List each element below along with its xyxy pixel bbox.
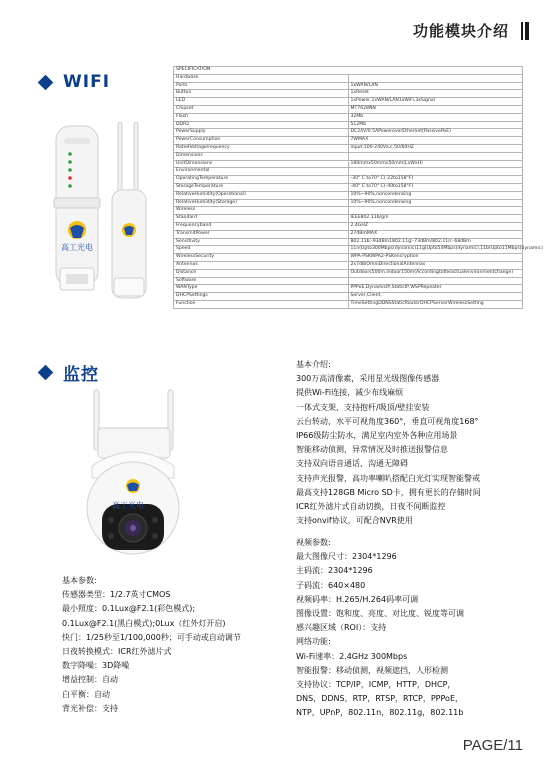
table-row	[174, 82, 523, 90]
spec-key: Flash	[174, 113, 349, 121]
monitor-section-label: 监控	[63, 365, 99, 385]
text-line: 感兴趣区域（ROI）：支持	[296, 623, 387, 633]
table-row	[174, 176, 523, 184]
text-line: 日夜转换模式：ICR红外滤片式	[62, 647, 172, 657]
table-row	[174, 191, 523, 199]
intro-text-block	[296, 358, 481, 528]
spec-value: 7WMAX	[348, 137, 523, 145]
spec-value: 10%~90%,noncondensing	[348, 199, 523, 207]
text-line: 最高支持128GB Micro SD卡，拥有更长的存储时间	[296, 487, 481, 497]
text-line: 支持双向语音通话，沟通无障碍	[296, 459, 408, 469]
header-accent-bar-thin	[521, 22, 523, 40]
spec-value: TimeSettingDDNSStaticRouterDHCPServerWirelessSetting	[348, 300, 523, 308]
text-line: 视频参数:	[296, 538, 331, 547]
wifi-device-brand-text: 高工光电	[61, 243, 93, 252]
spec-key: Hardware	[174, 74, 349, 82]
text-line: ICR红外滤片式自动切换，日夜不间断监控	[296, 502, 446, 512]
spec-key: OperatingTemperature	[174, 176, 349, 184]
page-header-title: 功能模块介绍	[412, 22, 509, 40]
text-line: 一体式支架，支持抱杆/吸顶/壁挂安装	[296, 402, 430, 412]
spec-value: 802.11b:-93dBm1802.11g:-73dBm/802.11n:-68dBm	[348, 238, 523, 246]
camera-brand-text: 高工光电	[112, 501, 144, 510]
table-row	[174, 113, 523, 121]
spec-key: Chipset	[174, 105, 349, 113]
header-accent-bar	[525, 22, 529, 40]
text-line: 最小照度：0.1Lux@F2.1(彩色模式);	[62, 604, 196, 614]
spec-value: input:100-240Va.c.50/60HZ	[348, 144, 523, 152]
spec-key: TransmitPower	[174, 230, 349, 238]
text-line: 0.1Lux@F2.1(黑白模式);0Lux（红外灯开启)	[62, 618, 226, 628]
spec-value: 10%~90%,noncondensing	[348, 191, 523, 199]
table-row	[174, 168, 523, 176]
spec-key: DDR2	[174, 121, 349, 129]
spec-table-title: SPECIFICATION	[174, 67, 523, 75]
text-line: 图像设置：饱和度、亮度、对比度、锐度等可调	[296, 609, 464, 619]
spec-key: Distance	[174, 269, 349, 277]
table-row	[174, 277, 523, 285]
diamond-bullet-icon	[38, 74, 54, 90]
text-line: DNS，DDNS，RTP，RTSP，RTCP，PPPoE，	[296, 694, 463, 704]
table-row	[174, 90, 523, 98]
text-line: 白平衡：自动	[62, 689, 110, 699]
monitor-section-heading	[40, 360, 99, 385]
text-line: 提供Wi-Fi连接，减少布线麻烦	[296, 388, 404, 398]
text-line: 网络功能:	[296, 637, 331, 647]
text-line: 背光补偿：支持	[62, 703, 118, 713]
text-line: 支持onvif协议，可配合NVR使用	[296, 516, 413, 526]
ptz-camera-product-image	[78, 388, 188, 568]
text-line: Wi-Fi速率：2.4GHz 300Mbps	[296, 651, 408, 661]
spec-key: Standard	[174, 215, 349, 223]
spec-value	[348, 207, 523, 215]
table-row	[174, 285, 523, 293]
spec-value: DC24V/0.5APoweroverEthernet(PassivePoE)	[348, 129, 523, 137]
spec-key: UnitDimensions	[174, 160, 349, 168]
table-row	[174, 98, 523, 106]
spec-value: 180mmx50mmx50mm(LxWxH)	[348, 160, 523, 168]
table-row	[174, 207, 523, 215]
spec-key: Function	[174, 300, 349, 308]
spec-key: Software	[174, 277, 349, 285]
text-line: 300万高清像素，采用星光级图像传感器	[296, 374, 440, 384]
table-row	[174, 246, 523, 254]
table-row	[174, 261, 523, 269]
table-row	[174, 222, 523, 230]
text-line: 最大图像尺寸：2304*1296	[296, 552, 397, 562]
table-row	[174, 215, 523, 223]
spec-value: WPA-PSKWPA2-PSKencryption	[348, 254, 523, 262]
spec-value: 11n(Upto300Mbps(dynamic)11g(Upto54Mbps(dynamic),11b(Upto11Mbps(dynamic)	[348, 246, 523, 254]
specification-table	[173, 66, 543, 309]
spec-key: PowerSupply	[174, 129, 349, 137]
spec-value: 1xReset	[348, 90, 523, 98]
spec-value: 1xPower,1xWAN/LAN1xWiFi,3xSignal	[348, 98, 523, 106]
table-row	[174, 137, 523, 145]
spec-value	[348, 168, 523, 176]
spec-key: PowerConsumption	[174, 137, 349, 145]
text-line: 数字降噪：3D降噪	[62, 661, 130, 671]
spec-value: Server,Client,	[348, 293, 523, 301]
spec-value: -40° C to70° C(-40to158°F)	[348, 183, 523, 191]
spec-key: RelativeHumidity(Storage)	[174, 199, 349, 207]
spec-value	[348, 74, 523, 82]
table-row	[174, 144, 523, 152]
text-line: 视频码率：H.265/H.264码率可调	[296, 594, 419, 604]
spec-value: 27dBmMAX	[348, 230, 523, 238]
spec-value	[348, 277, 523, 285]
table-row	[174, 121, 523, 129]
spec-key: RelativeHumidity(Operational)	[174, 191, 349, 199]
wifi-bridge-device-side	[112, 122, 146, 298]
spec-value: 2x7dBiOmniDirectionalAntennas	[348, 261, 523, 269]
spec-value: 2.4GHZ	[348, 222, 523, 230]
spec-value: PPPoE,DynamicIP,StaticIP,WSPRepeater	[348, 285, 523, 293]
text-line: 主码流：2304*1296	[296, 566, 373, 576]
table-row	[174, 254, 523, 262]
table-row	[174, 183, 523, 191]
text-line: 快门：1/25秒至1/100,000秒；可手动或自动调节	[62, 632, 241, 642]
spec-key: StorageTemperature	[174, 183, 349, 191]
text-line: NTP，UPnP，802.11n，802.11g，802.11b	[296, 708, 464, 718]
spec-key: DHCPSettings	[174, 293, 349, 301]
spec-value: Outdoors500m,Indoor150m(Accordingtotheactualenvironmentchange)	[348, 269, 523, 277]
table-row	[174, 269, 523, 277]
text-line: 智能移动侦测，异常情况及时推送报警信息	[296, 445, 448, 455]
text-line: 智能报警：移动侦测，视频遮挡，人形检测	[296, 665, 448, 675]
table-row	[174, 105, 523, 113]
text-line: IP66级防尘防水，满足室内室外各种应用场景	[296, 431, 458, 441]
text-line: 支持声光报警，高功率喇叭搭配白光灯实现智能警戒	[296, 473, 480, 483]
spec-value: MT7628NN	[348, 105, 523, 113]
text-line: 云台转动，水平可视角度360°，垂直可视角度168°	[296, 416, 479, 426]
text-line: 基本介绍:	[296, 360, 331, 369]
spec-key: Wireless	[174, 207, 349, 215]
table-row	[174, 74, 523, 82]
text-line: 基本参数:	[62, 576, 97, 585]
text-line: 支持协议：TCP/IP，ICMP，HTTP，DHCP，	[296, 680, 456, 690]
spec-value: 512Mb	[348, 121, 523, 129]
text-line: 增益控制：自动	[62, 675, 118, 685]
spec-key: Ports	[174, 82, 349, 90]
spec-key: WANType	[174, 285, 349, 293]
wifi-bridge-product-images	[48, 118, 160, 308]
spec-key: WirelessSecurity	[174, 254, 349, 262]
text-line: 子码流：640×480	[296, 580, 366, 590]
spec-value: -30° C to70° C(-22to158°F)	[348, 176, 523, 184]
spec-value: IEEE802.11b/g/n	[348, 215, 523, 223]
basic-params-block	[62, 574, 241, 716]
page-number: PAGE/11	[462, 737, 523, 754]
spec-key: Dimensions	[174, 152, 349, 160]
spec-key: Environmental	[174, 168, 349, 176]
table-row	[174, 300, 523, 308]
video-params-block	[296, 536, 464, 721]
table-row	[174, 199, 523, 207]
spec-value: 1xWAN/LAN	[348, 82, 523, 90]
spec-key: LED	[174, 98, 349, 106]
spec-value	[348, 152, 523, 160]
spec-table-title-row	[174, 67, 523, 75]
wifi-bridge-device-front	[54, 126, 100, 290]
spec-key: Antennas	[174, 261, 349, 269]
wifi-section-heading	[40, 72, 110, 92]
spec-key: Frequencyband	[174, 222, 349, 230]
spec-key: Sensitivity	[174, 238, 349, 246]
table-row	[174, 160, 523, 168]
spec-value: 32Mb	[348, 113, 523, 121]
table-row	[174, 293, 523, 301]
spec-key: Button	[174, 90, 349, 98]
text-line: 传感器类型：1/2.7英寸CMOS	[62, 590, 171, 600]
spec-key: Speed	[174, 246, 349, 254]
table-row	[174, 230, 523, 238]
table-row	[174, 152, 523, 160]
table-row	[174, 238, 523, 246]
diamond-bullet-icon	[38, 365, 54, 381]
spec-key: RatedVoltage/requency	[174, 144, 349, 152]
table-row	[174, 129, 523, 137]
wifi-section-label: WIFI	[63, 72, 111, 92]
